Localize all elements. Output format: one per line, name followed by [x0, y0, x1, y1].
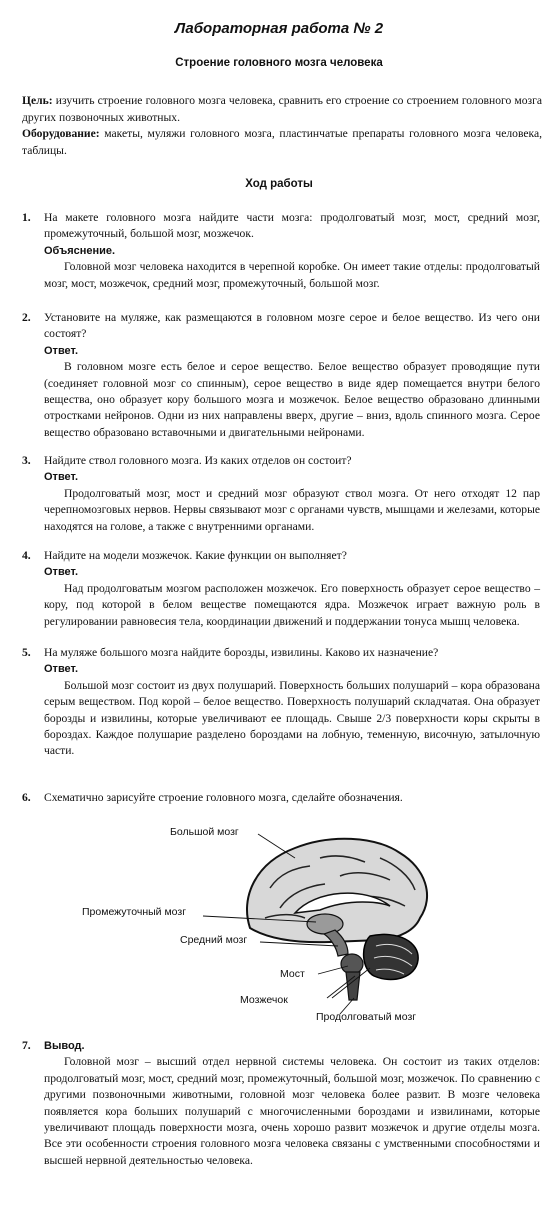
task-question: На макете головного мозга найдите части мозга: продолговатый мозг, мост, средний мозг, промежуточный, большой мозг, мозжечок. [44, 211, 540, 241]
work-title: Ход работы [245, 178, 313, 190]
answer-label: Ответ. [44, 663, 79, 676]
equipment-label: Оборудование: [22, 127, 100, 140]
task-question: На муляже большого мозга найдите борозды, извилины. Каково их назначение? [44, 646, 439, 659]
task-number: 2. [22, 311, 31, 324]
label-medulla: Продолговатый мозг [316, 1011, 417, 1023]
conclusion-block [22, 1038, 540, 1169]
label-diencephalon: Промежуточный мозг [82, 906, 187, 918]
task-item-6 [22, 790, 540, 806]
task-question: Установите на муляже, как размещаются в головном мозге серое и белое вещество. Из чего они состоят? [44, 311, 540, 341]
goal-label: Цель: [22, 94, 53, 107]
goal-text: изучить строение головного мозга человека, сравнить его строение со строением головного мозга других позвоночных животных. [22, 94, 542, 124]
task-item-4 [22, 548, 540, 630]
task-question: Найдите на модели мозжечок. Какие функции он выполняет? [44, 549, 347, 562]
conclusion-number: 7. [22, 1039, 31, 1052]
task-number: 6. [22, 791, 31, 804]
goal-paragraph [22, 93, 542, 126]
answer-text: Головной мозг человека находится в черепной коробке. Он имеет такие отделы: продолговатый мозг, мост, мозжечок, средний мозг, промежуточный, большой мозг. [44, 260, 540, 290]
answer-text: Продолговатый мозг, мост и средний мозг образуют ствол мозга. От него отходят 12 пар черепномозговых нервов. Нервы связывают мозг с органами чувств, мышцами и железами, которые находятся на голове, а также с внутренними органами. [44, 486, 540, 533]
task-number: 3. [22, 454, 31, 467]
conclusion-text: Головной мозг – высший отдел нервной системы человека. Он состоит из таких отделов: продолговатый мозг, мост, средний мозг, промежуточный, большой мозг, мозжечок. По сравнению с другими позвоночными животными, головной мозг человека более развит. В мозге человека появляется кора больших полушарий с многочисленными бороздами и извилинами, которые увеличивают площадь поверхности мозга, очень хорошо развит мозжечок и другие отделы мозга. Все эти особенности строения головного мозга человека связаны с умственными способностями и высшей нервной деятельностью человека. [44, 1055, 540, 1167]
page-title: Лабораторная работа № 2 [174, 20, 384, 37]
task-item-2 [22, 310, 540, 441]
brain-diagram [80, 818, 480, 1030]
label-pons: Мост [280, 968, 305, 980]
task-number: 1. [22, 211, 31, 224]
answer-text: В головном мозге есть белое и серое вещество. Белое вещество образует проводящие пути (соединяет головной мозг со спинным), серое вещество в виде ядер помещается внутри белого вещества, оно образует кору большого мозга и мозжечок. Белое вещество образовано длинными отростками нейронов. Одни из них направлены вверх, другие – вниз, вдоль спинного мозга. Серое вещество образовано вставочными и двигательными нейронами. [44, 360, 540, 439]
task-question: Найдите ствол головного мозга. Из каких отделов он состоит? [44, 454, 352, 467]
answer-label: Ответ. [44, 566, 79, 579]
answer-label: Ответ. [44, 471, 79, 484]
answer-label: Ответ. [44, 344, 79, 357]
task-question: Схематично зарисуйте строение головного мозга, сделайте обозначения. [44, 791, 403, 804]
task-item-5 [22, 645, 540, 760]
goal-block [22, 93, 542, 159]
page-subtitle: Строение головного мозга человека [175, 57, 383, 69]
answer-label: Объяснение. [44, 244, 116, 257]
task-number: 4. [22, 549, 31, 562]
task-number: 5. [22, 646, 31, 659]
label-cerebrum: Большой мозг [170, 826, 239, 838]
pons-shape [341, 954, 363, 974]
equipment-text: макеты, муляжи головного мозга, пластинчатые препараты головного мозга человека, таблицы. [22, 127, 542, 157]
medulla-shape [346, 972, 360, 1000]
equipment-paragraph [22, 126, 542, 159]
label-midbrain: Средний мозг [180, 934, 248, 946]
answer-text: Над продолговатым мозгом расположен мозжечок. Его поверхность образует серое вещество – кору, под которой в белом веществе помещаются ядра. Мозжечок играет важную роль в регулировании равновесия тела, координации движений и поддержании тонуса мышц человека. [44, 581, 540, 628]
diencephalon-shape [307, 914, 343, 934]
task-item-1 [22, 210, 540, 292]
answer-text: Большой мозг состоит из двух полушарий. Поверхность больших полушарий – кора образована серым веществом. Под корой – белое вещество. Поверхность полушарий складчатая. Она образует борозды и извилины, которые увеличивают ее площадь. Свыше 2/3 поверхности коры скрыты в бороздах. Каждое полушарие разделено бороздами на лобную, теменную, височную, затылочную части. [44, 678, 540, 758]
label-cerebellum: Мозжечок [240, 994, 288, 1006]
task-item-3 [22, 453, 540, 535]
conclusion-label: Вывод. [44, 1040, 85, 1052]
